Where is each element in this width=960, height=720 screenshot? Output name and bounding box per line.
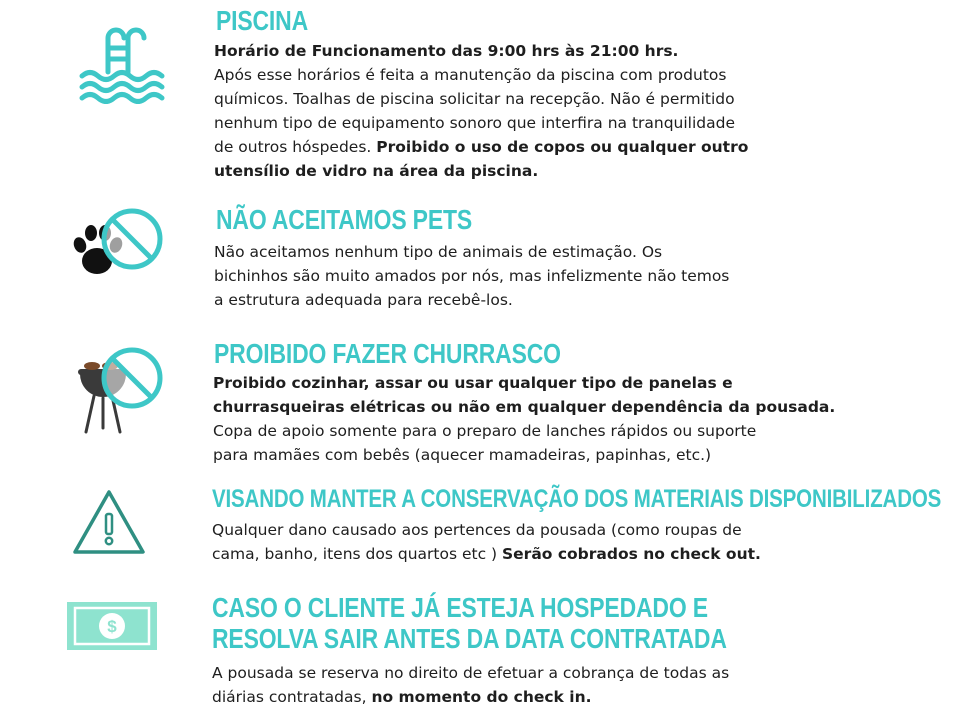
body-text: cama, banho, itens dos quartos etc ) [212,545,502,563]
money-bill-icon [65,600,159,652]
section-title-pets: NÃO ACEITAMOS PETS [216,204,473,235]
no-barbecue-icon [72,344,170,436]
body-text: de outros hóspedes. [214,138,377,156]
section-title-conservation: VISANDO MANTER A CONSERVAÇÃO DOS MATERIAIS DISPONIBILIZADOS [212,485,942,513]
warning-icon [71,488,147,556]
body-text: Após esse horários é feita a manutenção da piscina com produtos [214,66,727,84]
body-text: a estrutura adequada para recebê-los. [214,291,513,309]
text-line [214,135,748,159]
text-line [212,685,729,709]
text-line [212,518,761,542]
text-line [212,661,729,685]
section-text-pets [214,240,729,312]
section-text-pool [214,39,748,183]
body-text: para mamães com bebês (aquecer mamadeiras, papinhas, etc.) [213,446,712,464]
bold-text: churrasqueiras elétricas ou não em qualquer dependência da pousada. [213,398,836,416]
no-pets-icon [70,203,166,285]
text-line [213,443,835,467]
bold-text: Horário de Funcionamento das 9:00 hrs às 21:00 hrs. [214,42,679,60]
section-text-barbecue [213,371,835,467]
text-line [214,159,748,183]
section-text-conservation [212,518,761,566]
text-line [214,63,748,87]
bold-text: Proibido o uso de copos ou qualquer outro [376,138,749,156]
body-text: A pousada se reserva no direito de efetuar a cobrança de todas as [212,664,730,682]
bold-text: Proibido cozinhar, assar ou usar qualquer tipo de panelas e [213,374,733,392]
text-line [212,542,761,566]
body-text: Copa de apoio somente para o preparo de lanches rápidos ou suporte [213,422,757,440]
text-line [213,371,835,395]
bold-text: utensílio de vidro na área da piscina. [214,162,539,180]
text-line [213,419,835,443]
section-title-barbecue: PROIBIDO FAZER CHURRASCO [214,338,561,369]
text-line [214,111,748,135]
bold-text: Serão cobrados no check out. [502,545,761,563]
text-line [213,395,835,419]
section-title-early-checkout-line1: CASO O CLIENTE JÁ ESTEJA HOSPEDADO E [212,592,708,623]
text-line [214,87,748,111]
body-text: Qualquer dano causado aos pertences da pousada (como roupas de [212,521,742,539]
body-text: bichinhos são muito amados por nós, mas infelizmente não temos [214,267,730,285]
body-text: Não aceitamos nenhum tipo de animais de estimação. Os [214,243,663,261]
body-text: diárias contratadas, [212,688,372,706]
text-line [214,288,729,312]
bold-text: no momento do check in. [371,688,592,706]
section-title-pool: PISCINA [216,5,308,36]
section-title-early-checkout-line2: RESOLVA SAIR ANTES DA DATA CONTRATADA [212,623,727,654]
body-text: químicos. Toalhas de piscina solicitar na recepção. Não é permitido [214,90,735,108]
section-title-early-checkout [212,592,727,654]
section-text-early-checkout [212,661,729,709]
text-line [214,39,748,63]
svg-text:$: $ [107,617,117,636]
pool-ladder-icon [78,26,170,104]
text-line [214,264,729,288]
text-line [214,240,729,264]
body-text: nenhum tipo de equipamento sonoro que interfira na tranquilidade [214,114,736,132]
